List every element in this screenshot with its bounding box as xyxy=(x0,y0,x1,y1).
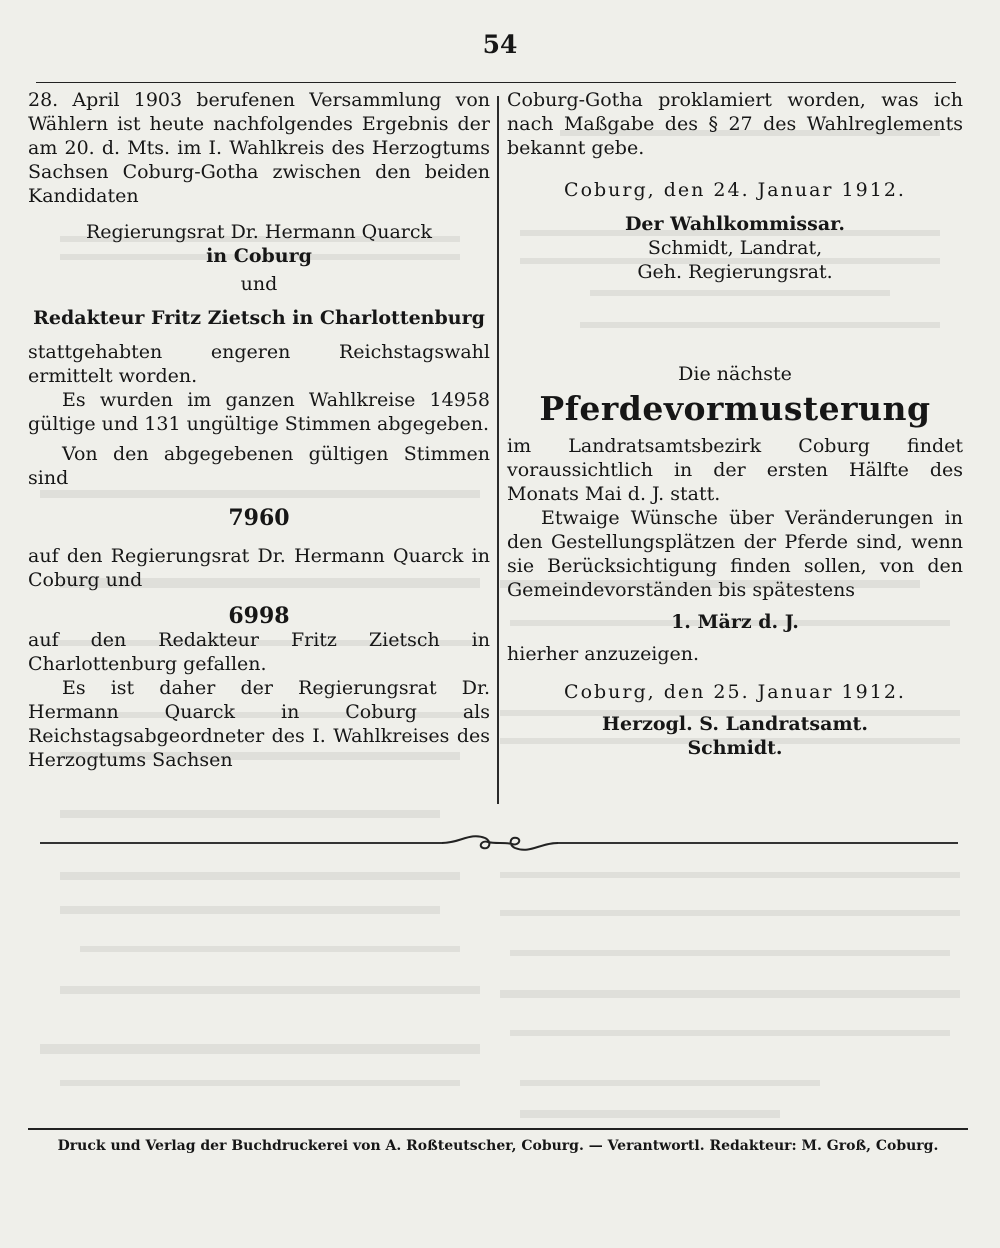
notice-headline: Pferdevormusterung xyxy=(539,389,931,428)
right-column xyxy=(507,88,963,760)
candidate-2-line: Redakteur Fritz Zietsch in Charlottenburg xyxy=(33,307,485,329)
ornament-flourish-icon xyxy=(440,828,560,858)
result-paragraph: Es ist daher der Regierungsrat Dr. Hermann Quarck in Coburg als Reichstagsabgeordneter des I. Wahlkreises des Herzogtums Sachsen xyxy=(28,677,490,771)
proclamation-paragraph: Coburg-Gotha proklamiert worden, was ich nach Maßgabe des § 27 des Wahlreglements bekannt gebe. xyxy=(507,89,963,159)
signature-1-title: Der Wahlkommissar. xyxy=(624,213,846,235)
signature-2-name: Schmidt. xyxy=(687,737,783,759)
imprint-footer: Druck und Verlag der Buchdruckerei von A. Roßteutscher, Coburg. — Verantwortl. Redakteur: M. Groß, Coburg. xyxy=(57,1138,939,1154)
und-connector: und xyxy=(240,273,278,295)
valid-votes-intro: Von den abgegebenen gültigen Stimmen sind xyxy=(28,443,490,489)
muster-paragraph: im Landratsamtsbezirk Coburg findet voraussichtlich in der ersten Hälfte des Monats Mai d. J. statt. xyxy=(507,435,963,505)
dateline-2: Coburg, den 25. Januar 1912. xyxy=(564,681,906,703)
candidate-1-line-2: in Coburg xyxy=(206,245,312,267)
signature-1-name: Schmidt, Landrat, xyxy=(647,237,823,259)
quarck-votes-paragraph: auf den Regierungsrat Dr. Hermann Quarck in Coburg und xyxy=(28,545,490,591)
column-divider xyxy=(497,96,499,804)
signature-1-rank: Geh. Regierungsrat. xyxy=(637,261,833,283)
ornament-rule-right xyxy=(558,842,958,844)
ornament-rule-left xyxy=(40,842,442,844)
dateline-1: Coburg, den 24. Januar 1912. xyxy=(564,179,906,201)
votes-cast-paragraph: Es wurden im ganzen Wahlkreise 14958 gültige und 131 ungültige Stimmen abgegeben. xyxy=(28,389,490,435)
deadline-date: 1. März d. J. xyxy=(671,611,799,633)
candidate-1-line-1: Regierungsrat Dr. Hermann Quarck xyxy=(85,221,433,243)
vote-count-quarck: 7960 xyxy=(228,505,290,531)
signature-2-office: Herzogl. S. Landratsamt. xyxy=(602,713,868,735)
report-paragraph: hierher anzuzeigen. xyxy=(507,643,700,665)
left-column xyxy=(28,88,490,772)
vote-count-zietsch: 6998 xyxy=(228,603,290,629)
footer-rule xyxy=(28,1128,968,1130)
zietsch-votes-paragraph: auf den Redakteur Fritz Zietsch in Charlottenburg gefallen. xyxy=(28,629,490,675)
election-paragraph: stattgehabten engeren Reichstagswahl ermittelt worden. xyxy=(28,341,490,387)
page-number: 54 xyxy=(482,30,518,59)
announcement-paragraph: 28. April 1903 berufenen Versammlung von Wählern ist heute nachfolgendes Ergebnis der am 20. d. Mts. im I. Wahlkreis des Herzogtums Sachsen Coburg-Gotha zwischen den beiden Kandidaten xyxy=(28,89,490,207)
notice-intro: Die nächste xyxy=(678,363,792,385)
wishes-paragraph: Etwaige Wünsche über Veränderungen in den Gestellungsplätzen der Pferde sind, wenn sie Berücksichtigung finden sollen, von den Gemeindevorständen bis spätestens xyxy=(507,507,963,601)
